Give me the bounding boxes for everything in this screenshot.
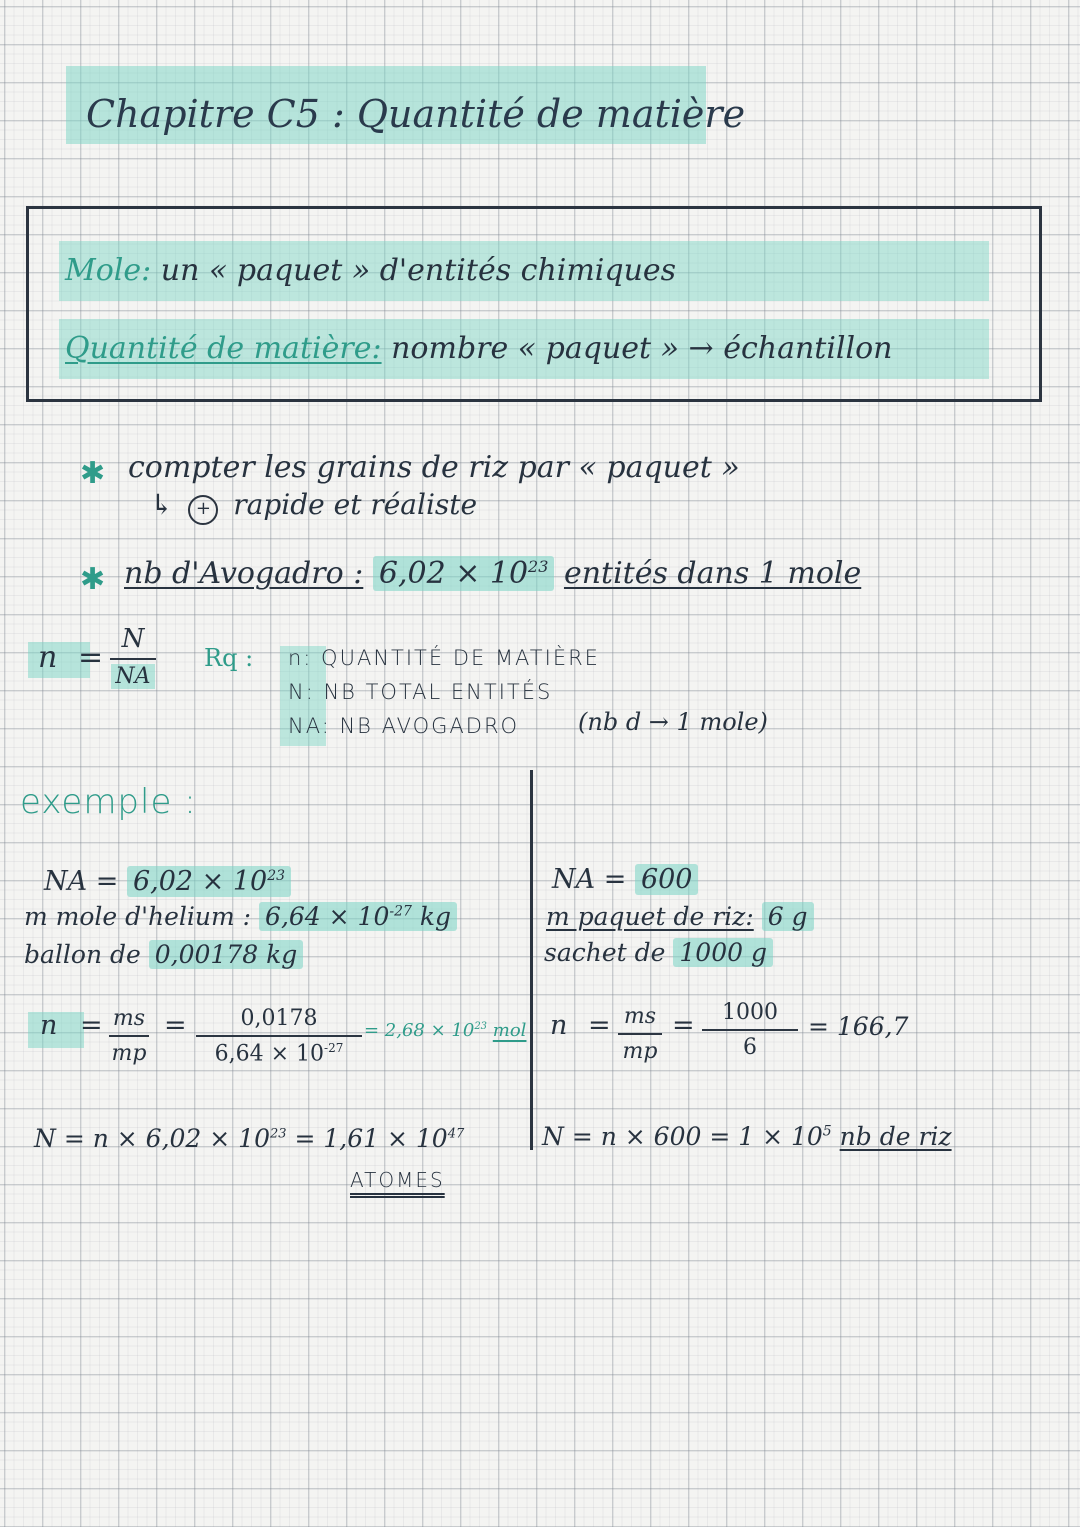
formula-num: N: [121, 624, 145, 654]
bullet-avogadro: [124, 556, 861, 591]
right-eq-1: =: [588, 1010, 611, 1041]
left-na-line: NA = $6,02 \times 10^{23}$: [44, 866, 291, 897]
avogadro-value: $6,02 \times 10^{23}$: [373, 556, 555, 591]
rq-line-3-note: (nb d → 1 mole): [578, 708, 768, 736]
mole-definition: [65, 253, 676, 288]
rq-line-3: NA: NB AVOGADRO: [288, 714, 520, 738]
right-frac-2: 1000 6: [700, 1000, 800, 1060]
quantity-definition: [65, 331, 893, 366]
left-frac-2: 0,0178 $6,64 \times 10^{-27}$: [194, 1006, 364, 1066]
quantity-term: Quantité de matière:: [65, 331, 382, 366]
bullet-star-2: ✱: [80, 562, 106, 597]
right-mass-line: m paquet de riz: 6 g: [546, 902, 814, 931]
right-na-line: NA = 600: [552, 864, 698, 895]
bullet-rice: compter les grains de riz par « paquet »: [128, 450, 740, 485]
left-n-result: = $2,68 \times 10^{23}$ mol: [364, 1020, 527, 1041]
left-eq-1: =: [80, 1010, 103, 1041]
right-N-line: $N = n \times 600 = 1 \times 10^5$ nb de riz: [542, 1122, 952, 1151]
sub-text: rapide et réaliste: [233, 488, 478, 521]
rq-line-1: n: QUANTITÉ DE MATIÈRE: [288, 646, 600, 670]
right-n-lhs: n: [550, 1010, 568, 1041]
bullet-star-1: ✱: [80, 456, 106, 491]
bullet-rice-sub: [150, 488, 477, 525]
left-N-line: $N = n \times 6,02 \times 10^{23} = 1,61 \times 10^{47}$: [34, 1124, 465, 1153]
example-divider: [530, 770, 533, 1150]
formula-lhs: n: [38, 640, 58, 675]
formula-den: NA: [111, 664, 154, 689]
left-eq-2: =: [164, 1010, 187, 1041]
mole-text: un « paquet » d'entités chimiques: [160, 253, 677, 288]
left-n-lhs: n: [40, 1010, 58, 1041]
sub-arrow-icon: ↳: [150, 488, 174, 521]
left-atoms-label: ATOMES: [350, 1168, 445, 1192]
right-n-result: = 166,7: [808, 1012, 909, 1041]
rq-line-2: N: NB TOTAL ENTITÉS: [288, 680, 553, 704]
right-eq-2: =: [672, 1010, 695, 1041]
definition-box: [26, 206, 1042, 402]
right-sachet-line: sachet de 1000 g: [544, 938, 773, 967]
left-frac-1: ms mp: [104, 1006, 154, 1066]
avogadro-suffix: entités dans 1 mole: [563, 556, 862, 591]
formula-fraction: [108, 624, 158, 689]
left-ballon-line: ballon de 0,00178 kg: [24, 940, 303, 969]
formula-eq: =: [78, 640, 104, 675]
quantity-text: nombre « paquet » → échantillon: [391, 331, 893, 366]
mole-term: Mole:: [65, 253, 152, 288]
plus-circle-icon: +: [188, 495, 218, 525]
example-heading: exemple :: [20, 782, 197, 822]
rq-label: Rq :: [204, 644, 254, 672]
right-frac-1: ms mp: [612, 1004, 668, 1064]
page-title: Chapitre C5 : Quantité de matière: [86, 92, 746, 136]
left-mass-line: m mole d'helium : $6,64 \times 10^{-27}$ kg: [24, 902, 457, 931]
avogadro-label: nb d'Avogadro :: [124, 556, 364, 591]
